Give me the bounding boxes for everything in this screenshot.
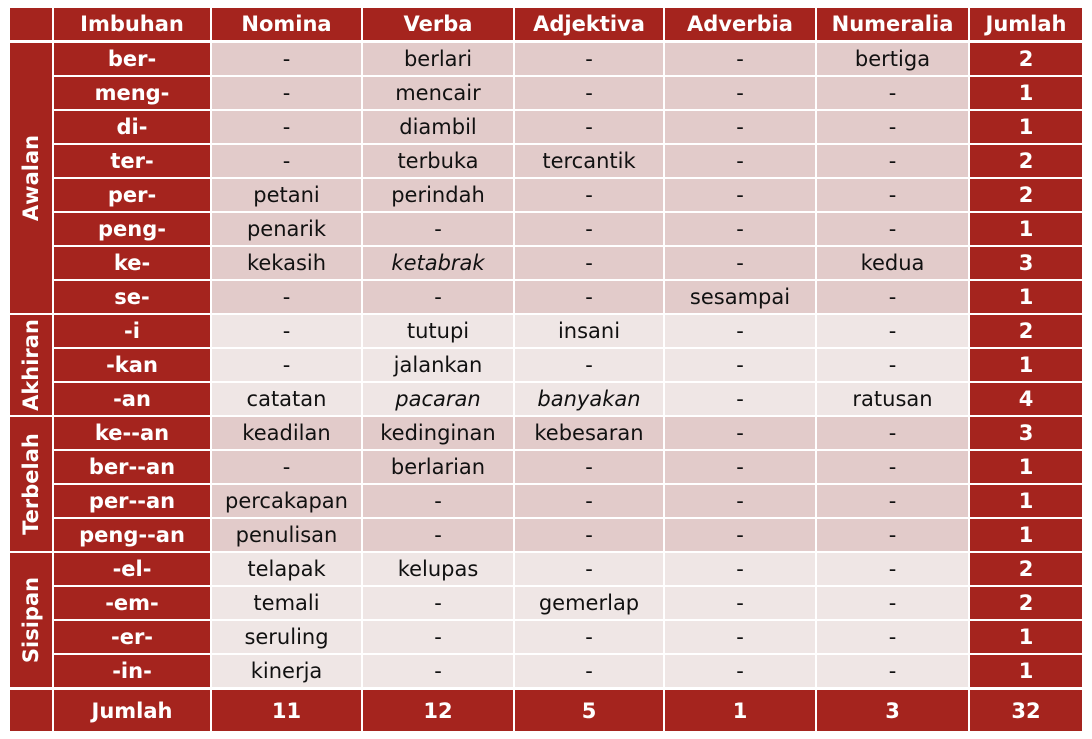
table-cell: -	[665, 77, 815, 109]
table-cell: -	[515, 77, 663, 109]
header-jumlah: Jumlah	[970, 8, 1082, 40]
table-cell: -	[817, 519, 968, 551]
header-nomina: Nomina	[212, 8, 361, 40]
table-cell: diambil	[363, 111, 513, 143]
footer-total: 32	[970, 690, 1082, 731]
table-cell: -	[515, 655, 663, 687]
table-cell: insani	[515, 315, 663, 347]
affix-cell: -er-	[54, 621, 210, 653]
table-cell: -	[817, 587, 968, 619]
table-cell: temali	[212, 587, 361, 619]
table-cell: -	[212, 281, 361, 313]
table-cell: -	[665, 485, 815, 517]
affix-cell: ber-	[54, 43, 210, 75]
row-total: 3	[970, 247, 1082, 279]
table-cell: -	[363, 485, 513, 517]
table-cell: -	[363, 587, 513, 619]
row-total: 1	[970, 111, 1082, 143]
table-cell: -	[212, 451, 361, 483]
group-label-text: Akhiran	[19, 319, 44, 411]
table-cell: -	[817, 621, 968, 653]
group-label-awalan	[10, 43, 52, 313]
table-cell: -	[817, 179, 968, 211]
table-cell: -	[665, 43, 815, 75]
footer-total: 12	[363, 690, 513, 731]
table-cell: bertiga	[817, 43, 968, 75]
table-cell: -	[665, 417, 815, 449]
table-cell: -	[817, 349, 968, 381]
affix-cell: ber--an	[54, 451, 210, 483]
group-label-text: Awalan	[19, 134, 43, 222]
table-cell: -	[817, 77, 968, 109]
row-total: 2	[970, 179, 1082, 211]
table-cell: -	[665, 383, 815, 415]
table-cell: -	[817, 417, 968, 449]
table-cell: jalankan	[363, 349, 513, 381]
affix-cell: peng--an	[54, 519, 210, 551]
group-label-text: Sisipan	[19, 576, 43, 664]
affix-cell: -kan	[54, 349, 210, 381]
table-cell: -	[817, 451, 968, 483]
table-cell: -	[363, 281, 513, 313]
row-total: 1	[970, 655, 1082, 687]
affix-cell: ke-	[54, 247, 210, 279]
table-cell: kedinginan	[363, 417, 513, 449]
header-corner	[10, 8, 52, 40]
table-cell: berlari	[363, 43, 513, 75]
table-cell: penulisan	[212, 519, 361, 551]
table-cell: gemerlap	[515, 587, 663, 619]
table-cell: ratusan	[817, 383, 968, 415]
table-cell: -	[817, 485, 968, 517]
table-cell: -	[515, 43, 663, 75]
group-label-text: Terbelah	[19, 433, 44, 535]
row-total: 1	[970, 485, 1082, 517]
table-cell: -	[515, 485, 663, 517]
table-cell: -	[515, 213, 663, 245]
table-cell: kebesaran	[515, 417, 663, 449]
table-cell: tercantik	[515, 145, 663, 177]
table-cell: -	[363, 621, 513, 653]
table-cell: percakapan	[212, 485, 361, 517]
table-cell: -	[515, 111, 663, 143]
table-cell: perindah	[363, 179, 513, 211]
header-numeralia: Numeralia	[817, 8, 968, 40]
header-verba: Verba	[363, 8, 513, 40]
table-cell: -	[212, 43, 361, 75]
table-cell: -	[515, 247, 663, 279]
table-cell: -	[665, 179, 815, 211]
table-cell: -	[515, 519, 663, 551]
row-total: 2	[970, 145, 1082, 177]
affix-cell: -in-	[54, 655, 210, 687]
table-cell: -	[515, 621, 663, 653]
table-cell: -	[515, 451, 663, 483]
table-cell: -	[515, 281, 663, 313]
row-total: 1	[970, 451, 1082, 483]
table-cell: -	[212, 315, 361, 347]
affix-cell: ke--an	[54, 417, 210, 449]
table-cell: berlarian	[363, 451, 513, 483]
affix-cell: ter-	[54, 145, 210, 177]
footer-total: 3	[817, 690, 968, 731]
table-cell: -	[665, 655, 815, 687]
table-cell: sesampai	[665, 281, 815, 313]
row-total: 2	[970, 553, 1082, 585]
row-total: 3	[970, 417, 1082, 449]
header-adjektiva: Adjektiva	[515, 8, 663, 40]
table-cell: petani	[212, 179, 361, 211]
affix-cell: -i	[54, 315, 210, 347]
table-cell: -	[665, 587, 815, 619]
table-cell: penarik	[212, 213, 361, 245]
affix-cell: -em-	[54, 587, 210, 619]
table-cell: tutupi	[363, 315, 513, 347]
footer-label: Jumlah	[54, 690, 210, 731]
row-total: 2	[970, 43, 1082, 75]
row-total: 2	[970, 315, 1082, 347]
table-cell: kekasih	[212, 247, 361, 279]
table-cell: catatan	[212, 383, 361, 415]
table-cell: -	[363, 213, 513, 245]
table-cell: -	[665, 519, 815, 551]
header-imbuhan: Imbuhan	[54, 8, 210, 40]
footer-total: 1	[665, 690, 815, 731]
table-cell: -	[817, 281, 968, 313]
table-cell: -	[665, 451, 815, 483]
table-cell: banyakan	[515, 383, 663, 415]
affix-cell: meng-	[54, 77, 210, 109]
table-cell: -	[817, 553, 968, 585]
table-cell: -	[817, 145, 968, 177]
affix-cell: di-	[54, 111, 210, 143]
header-adverbia: Adverbia	[665, 8, 815, 40]
table-cell: -	[665, 247, 815, 279]
table-cell: -	[363, 519, 513, 551]
row-total: 1	[970, 519, 1082, 551]
group-label-sisipan	[10, 553, 52, 687]
affix-cell: per-	[54, 179, 210, 211]
table-cell: -	[817, 213, 968, 245]
table-cell: -	[212, 145, 361, 177]
footer-total: 11	[212, 690, 361, 731]
row-total: 2	[970, 587, 1082, 619]
table-cell: -	[665, 145, 815, 177]
table-cell: -	[817, 111, 968, 143]
table-cell: -	[817, 655, 968, 687]
table-cell: -	[363, 655, 513, 687]
table-cell: telapak	[212, 553, 361, 585]
footer-total: 5	[515, 690, 663, 731]
affix-cell: -el-	[54, 553, 210, 585]
footer-corner	[10, 690, 52, 731]
table-cell: -	[515, 553, 663, 585]
affix-cell: -an	[54, 383, 210, 415]
table-cell: seruling	[212, 621, 361, 653]
row-total: 1	[970, 213, 1082, 245]
table-cell: -	[515, 179, 663, 211]
affix-cell: peng-	[54, 213, 210, 245]
table-cell: -	[665, 315, 815, 347]
table-cell: mencair	[363, 77, 513, 109]
table-cell: keadilan	[212, 417, 361, 449]
row-total: 1	[970, 621, 1082, 653]
table-cell: -	[665, 621, 815, 653]
table-cell: -	[212, 77, 361, 109]
table-cell: -	[665, 553, 815, 585]
table-cell: terbuka	[363, 145, 513, 177]
row-total: 1	[970, 349, 1082, 381]
table-cell: kinerja	[212, 655, 361, 687]
table-cell: -	[212, 349, 361, 381]
row-total: 4	[970, 383, 1082, 415]
affix-cell: se-	[54, 281, 210, 313]
table-cell: -	[817, 315, 968, 347]
table-cell: -	[212, 111, 361, 143]
table-cell: ketabrak	[363, 247, 513, 279]
group-label-terbelah	[10, 417, 52, 551]
row-total: 1	[970, 281, 1082, 313]
table-cell: kedua	[817, 247, 968, 279]
table-cell: pacaran	[363, 383, 513, 415]
row-total: 1	[970, 77, 1082, 109]
table-cell: -	[665, 111, 815, 143]
table-cell: -	[665, 213, 815, 245]
table-cell: -	[515, 349, 663, 381]
table-cell: kelupas	[363, 553, 513, 585]
table-cell: -	[665, 349, 815, 381]
affix-cell: per--an	[54, 485, 210, 517]
group-label-akhiran	[10, 315, 52, 415]
